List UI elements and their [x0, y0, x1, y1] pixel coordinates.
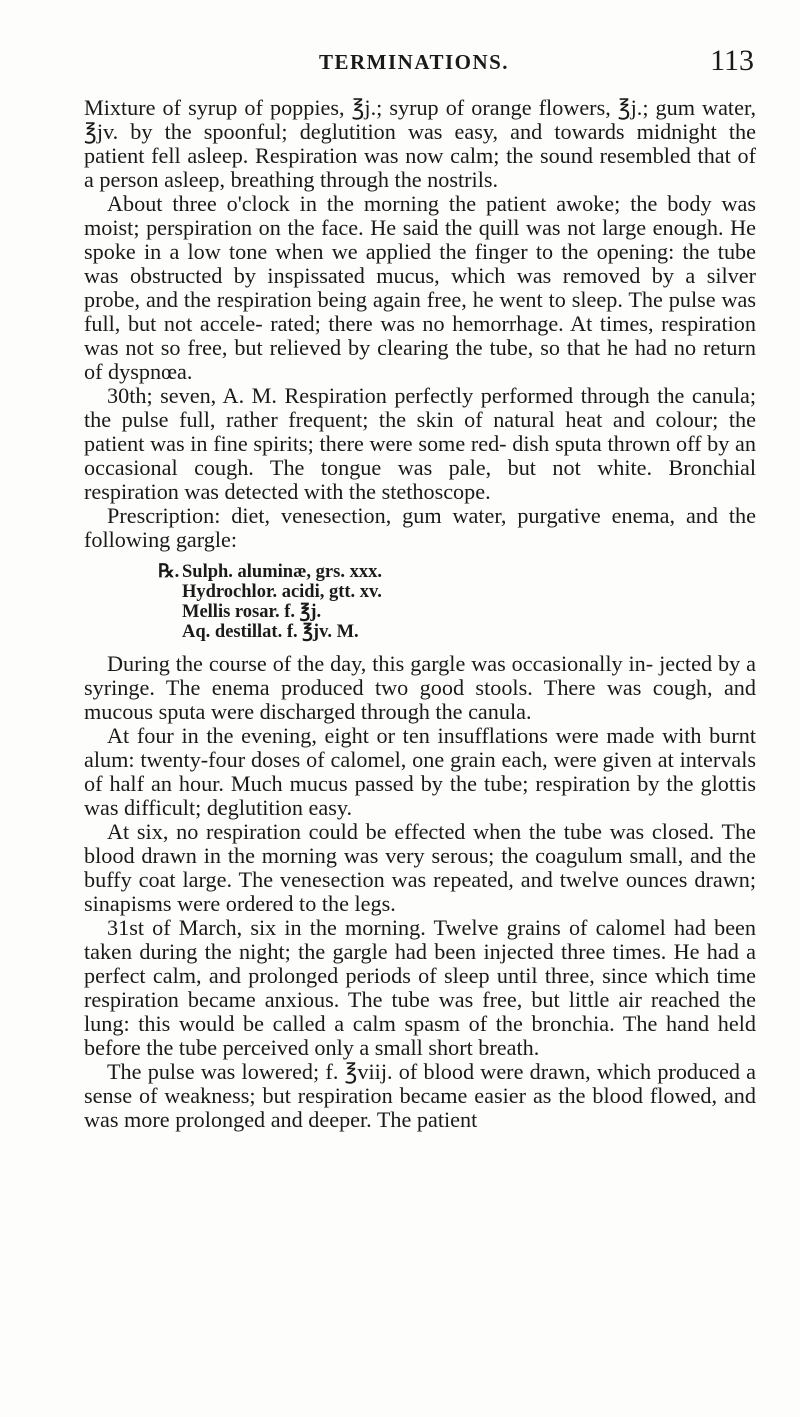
running-head: [84, 44, 754, 84]
running-title: TERMINATIONS.: [319, 50, 510, 74]
paragraph-31st-march: 31st of March, six in the morning. Twelve grains of calomel had been taken during the night; the gargle had been injected three times. He had a perfect calm, and prolonged periods of sleep until three, since which time respiration became anxious. The tube was free, but little air reached the lung: this would be called a calm spasm of the bronchia. The hand held before the tube perceived only a small short breath.: [84, 915, 756, 1060]
paragraph-gargle-injected: During the course of the day, this gargle was occasionally in- jected by a syringe. The enema produced two good stools. There was cough, and mucous sputa were discharged through the canula.: [84, 651, 756, 724]
paragraph-at-six: At six, no respiration could be effected when the tube was closed. The blood drawn in the morning was very serous; the coagulum small, and the buffy coat large. The venesection was repeated, and twelve ounces drawn; sinapisms were ordered to the legs.: [84, 819, 756, 916]
recipe-symbol: ℞.: [158, 562, 180, 582]
paragraph-syrup-mixture: Mixture of syrup of poppies, ℥j.; syrup of orange flowers, ℥j.; gum water, ℥jv. by the spoonful; deglutition was easy, and towards midnight the patient fell asleep. Respiration was now calm; the sound resembled that of a person asleep, breathing through the nostrils.: [84, 95, 756, 192]
recipe-line: Aq. destillat. f. ℥jv. M.: [182, 622, 359, 642]
paragraph-three-oclock: About three o'clock in the morning the patient awoke; the body was moist; perspiration on the face. He said the quill was not large enough. He spoke in a low tone when we applied the finger to the opening: the tube was obstructed by inspissated mucus, which was removed by a silver probe, and the respiration being again free, he went to sleep. The pulse was full, but not accele- rated; there was no hemorrhage. At times, respiration was not so free, but relieved by clearing the tube, so that he had no return of dyspnœa.: [84, 191, 756, 384]
body-text: [84, 96, 756, 1132]
recipe-line: Mellis rosar. f. ℥j.: [182, 602, 322, 622]
recipe-ingredient: Sulph. aluminæ, grs. xxx.: [182, 562, 382, 582]
paragraph-pulse-lowered: The pulse was lowered; f. ℥viij. of blood were drawn, which produced a sense of weakness; but respiration became easier as the blood flowed, and was more prolonged and deeper. The patient: [84, 1059, 756, 1132]
recipe-line: Hydrochlor. acidi, gtt. xv.: [182, 582, 382, 602]
recipe-line: [158, 562, 756, 582]
paragraph-prescription: Prescription: diet, venesection, gum water, purgative enema, and the following gargle:: [84, 503, 756, 552]
paragraph-four-evening: At four in the evening, eight or ten insufflations were made with burnt alum: twenty-four doses of calomel, one grain each, were given at intervals of half an hour. Much mucus passed by the tube; respiration by the glottis was difficult; deglutition easy.: [84, 723, 756, 820]
paragraph-30th: 30th; seven, A. M. Respiration perfectly performed through the canula; the pulse full, rather frequent; the skin of natural heat and colour; the patient was in fine spirits; there were some red- dish sputa thrown off by an occasional cough. The tongue was pale, but not white. Bronchial respiration was detected with the stethoscope.: [84, 383, 756, 504]
page-number: 113: [710, 44, 754, 77]
gargle-recipe: [158, 562, 756, 642]
